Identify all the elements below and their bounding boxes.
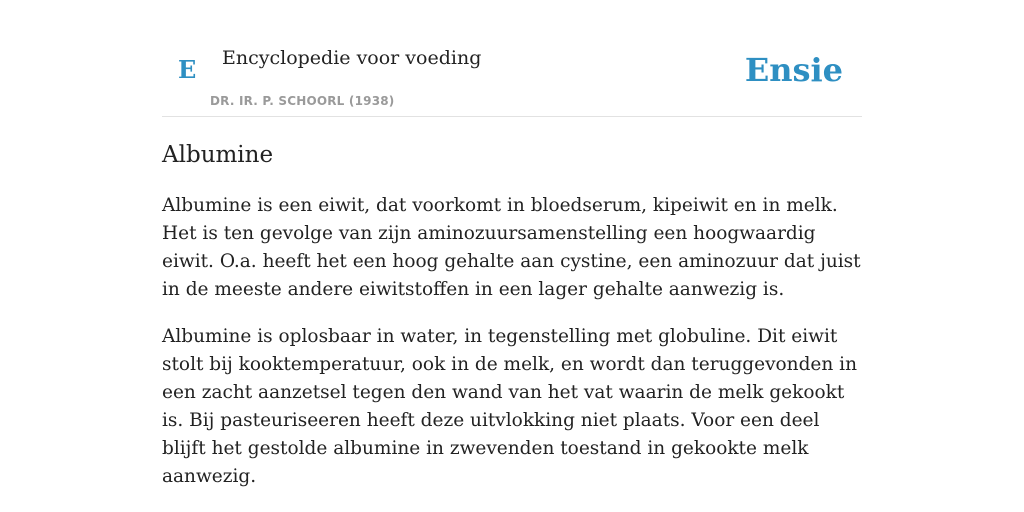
book-author: DR. IR. P. SCHOORL (1938)	[210, 94, 395, 108]
book-logo-icon[interactable]: E	[178, 55, 197, 84]
book-title-link[interactable]: Encyclopedie voor voeding	[222, 47, 482, 69]
article-paragraph-1: Albumine is een eiwit, dat voorkomt in bloedserum, kipeiwit en in melk. Het is ten gevolge van zijn aminozuursamenstelling een hoogwaardig eiwit. O.a. heeft het een hoog gehalte aan cystine, een aminozuur dat juist in de meeste andere eiwitstoffen in een lager gehalte aanwezig is.	[162, 195, 861, 300]
book-header	[162, 0, 862, 117]
article-title: Albumine	[162, 142, 274, 168]
article	[162, 138, 862, 491]
article-paragraph-2: Albumine is oplosbaar in water, in tegenstelling met globuline. Dit eiwit stolt bij kooktemperatuur, ook in de melk, en wordt dan teruggevonden in een zacht aanzetsel tegen den wand van het vat waarin de melk gekookt is. Bij pasteuriseeren heeft deze uitvlokking niet plaats. Voor een deel blijft het gestolde albumine in zwevenden toestand in gekookte melk aanwezig.	[162, 326, 858, 487]
ensie-logo-link[interactable]: Ensie	[744, 51, 843, 89]
